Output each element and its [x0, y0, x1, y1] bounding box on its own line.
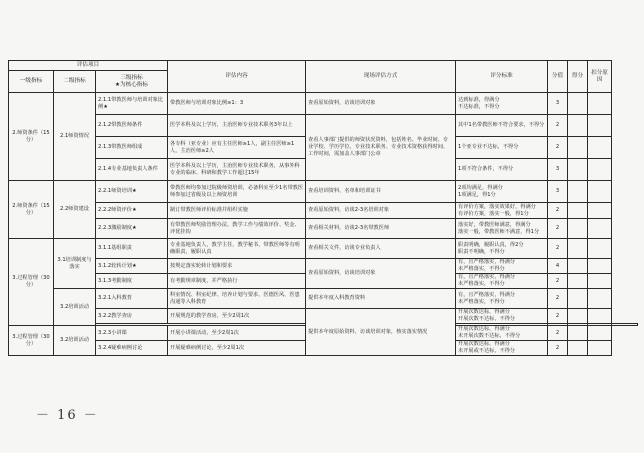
deduct-reason-cell: [588, 115, 612, 137]
level2-3-2-b: 3.2培训活动: [54, 326, 96, 356]
table-row-content: 有考勤规章制度，并严格执行: [168, 274, 306, 289]
table-row-l3: 2.1.3带教医师组成: [96, 137, 168, 159]
table-row-score: 3: [548, 93, 568, 115]
table-row-method: 查看培训资料、名单和培训证书: [306, 181, 456, 203]
table-row-score: 3: [548, 181, 568, 203]
level2-3-1: 3.1培训制度与落实: [54, 239, 96, 289]
content-2-1-3: 各专科（亚专业）应有主任医师≥1人，副主任医师≥1人，主治医师≥2人: [168, 137, 306, 159]
deduct-reason-cell: [588, 326, 612, 341]
deduct-reason-cell: [588, 341, 612, 356]
table-row-content: 开展小讲课活动，至少2周1次: [168, 326, 306, 341]
table-row-content: 有带教医师奖励管理办法，教学工作与绩效评价、奖金、评优挂钩: [168, 219, 306, 239]
table-row-l3: 3.2.3小讲课: [96, 326, 168, 341]
score-got-cell: [568, 289, 588, 309]
table-row-content: 开展规范的教学查房，至少2周1次: [168, 309, 306, 324]
table-row-l3: 3.2.1入科教育: [96, 289, 168, 309]
table-row-standard: 开展次数达标，得满分 未开展次数不达标，不得分: [456, 326, 548, 341]
score-got-cell: [568, 274, 588, 289]
table-row-score: 2: [548, 289, 568, 309]
table-row-standard: 有，且严格落实，得满分 未严格落实，不得分: [456, 259, 548, 274]
table-row-standard: 2项均满足，得满分 1项满足，得1分: [456, 181, 548, 203]
level1-teachers-2: 2.师资条件（15分）: [9, 181, 54, 239]
deduct-reason-cell: [588, 137, 612, 159]
header-score-got: 得分: [568, 61, 588, 93]
deduct-reason-cell: [588, 93, 612, 115]
table-row-standard: 落实好，带教医师满意，得满分 落实一般，带教医师不满意，得1分: [456, 219, 548, 239]
level1-teachers: 2.师资条件（15分）: [9, 93, 54, 181]
table-row-method: 提供本年度原始资料，访谈培训对象，核实落实情况: [306, 309, 456, 356]
score-got-cell: [568, 239, 588, 259]
method-2-1: 查看人事部门提供的师资状况资料，包括姓名、毕业时间、专业学校、学历学位、专业技术职务、专业技术资格获得时间、工作时间，需加盖人事部门公章: [306, 115, 456, 181]
table-row-content: 带教医师均参加过院级师资培训，必备科室至少1名带教医师参加过省级及以上师资培训: [168, 181, 306, 203]
header-score-value: 分值: [548, 61, 568, 93]
table-row-content: 制订带教医师评价标准并组织实施: [168, 203, 306, 219]
table-row-score: 3: [548, 159, 568, 181]
table-row-l3: 2.1.2带教医师条件: [96, 115, 168, 137]
table-row-standard: 职责明确，履职认真，得2分 职责不明确，不得分: [456, 239, 548, 259]
table-row-content: 医学本科及以上学历，主治医师专业技术职务3年以上: [168, 115, 306, 137]
table-row-standard: 其中1名带教医师不符合要求，不得分: [456, 115, 548, 137]
table-row-content: 开展疑难病例讨论，至少2周1次: [168, 341, 306, 356]
level2-3-2-a: 3.2培训活动: [54, 289, 96, 326]
table-row-method: 查看原始资料，访谈2-3名培训对象: [306, 203, 456, 219]
table-row-l3: 3.2.2教学查房: [96, 309, 168, 324]
score-got-cell: [568, 341, 588, 356]
table-row-content: 科室情况、科室纪律、培养计划与要求、医德医风、医患沟通等入科教育: [168, 289, 306, 309]
table-row-method: 查看原始资料，访谈培训对象: [306, 93, 456, 115]
table-row-l3: 2.1.4专业基地负责人条件: [96, 159, 168, 181]
table-row-l3: 3.2.4疑难病例讨论: [96, 341, 168, 356]
table-row-score: 2: [548, 115, 568, 137]
table-row-method: 提供本年度入科教育资料: [306, 289, 456, 309]
table-row-l3: 3.1.1基组职责: [96, 239, 168, 259]
header-level1: 一级指标: [9, 71, 54, 93]
table-row-content: 按规定落实轮转计划和要求: [168, 259, 306, 274]
table-row-score: 2: [548, 274, 568, 289]
table-row-score: 2: [548, 341, 568, 356]
table-row-standard: 有，且严格落实，得满分 未严格落实，不得分: [456, 289, 548, 309]
evaluation-table: [8, 60, 638, 356]
table-row-score: 2: [548, 239, 568, 259]
table-row-method: 查看相关材料，访谈2-3名带教医师: [306, 219, 456, 239]
deduct-reason-cell: [588, 159, 612, 181]
level2-2-2: 2.2师资建设: [54, 181, 96, 239]
deduct-reason-cell: [588, 259, 612, 274]
table-row-l3: 2.1.1带教医师与培训对象比例★: [96, 93, 168, 115]
table-row-l3: 3.1.2轮转计划★: [96, 259, 168, 274]
table-row-standard: 开展次数达标，得满分 未开展或不达标，不得分: [456, 341, 548, 356]
content-2-1-4: 医学本科及以上学历，主治医师专业技术职务，从事外科专业的临床、科研和教学工作超过15年: [168, 159, 306, 181]
score-got-cell: [568, 137, 588, 159]
standard-2-1-3: 1个亚专业不达标，不得分: [456, 137, 548, 159]
deduct-reason-cell: [588, 203, 612, 219]
table-row-score: 2: [548, 203, 568, 219]
header-level3: 三级指标 ★为核心指标: [96, 71, 168, 93]
header-deduct-reason: 扣分原因: [588, 61, 612, 93]
table-row-l3: 2.2.2师资评价★: [96, 203, 168, 219]
table-row-standard: 达到标准，得满分 不达标准，不得分: [456, 93, 548, 115]
table-row-standard: 有，且严格落实，得满分 未严格落实，不得分: [456, 274, 548, 289]
table-row-method: 查看原始资料，访谈培训对象: [306, 259, 456, 289]
table-row-score: 2: [548, 137, 568, 159]
table-row-l3: 2.2.1师资培训★: [96, 181, 168, 203]
table-row-l3: 2.2.3激励制度★: [96, 219, 168, 239]
table-row-score: 4: [548, 259, 568, 274]
table-row-score: 2: [548, 219, 568, 239]
table-row-standard: 1项不符合条件，不得分: [456, 159, 548, 181]
table-row-score: 2: [548, 326, 568, 341]
deduct-reason-cell: [588, 219, 612, 239]
spacer: [612, 324, 638, 326]
table-row-standard: 有评价方案，落实效果好，得满分 有评价方案，落实一般，得1分: [456, 203, 548, 219]
table-row-content: 带教医师与培训对象比例≥1：3: [168, 93, 306, 115]
page-number: － 16 －: [36, 408, 99, 423]
deduct-reason-cell: [588, 181, 612, 203]
table-row-method: 查看相关文件，访谈专业负责人: [306, 239, 456, 259]
level1-process-2: 3.过程管理（30分）: [9, 326, 54, 356]
header-content: 评估内容: [168, 61, 306, 93]
score-got-cell: [568, 309, 588, 324]
header-level2: 二级指标: [54, 71, 96, 93]
score-got-cell: [568, 93, 588, 115]
header-standard: 评分标准: [456, 61, 548, 93]
deduct-reason-cell: [588, 239, 612, 259]
deduct-reason-cell: [588, 289, 612, 309]
score-got-cell: [568, 115, 588, 137]
deduct-reason-cell: [588, 309, 612, 324]
deduct-reason-cell: [588, 274, 612, 289]
score-got-cell: [568, 203, 588, 219]
header-items-group: 评估项目: [9, 61, 168, 71]
table-row-l3: 3.1.3考勤制度: [96, 274, 168, 289]
table-row-content: 专业基地负责人，教学主任，教学秘书，带教医师等有明确职责，履职认真: [168, 239, 306, 259]
level1-process: 3.过程管理（30分）: [9, 239, 54, 326]
score-got-cell: [568, 219, 588, 239]
score-got-cell: [568, 326, 588, 341]
score-got-cell: [568, 159, 588, 181]
level2-2-1: 2.1师资情况: [54, 93, 96, 181]
header-method: 现场评估方式: [306, 61, 456, 93]
table-row-score: 2: [548, 309, 568, 324]
score-got-cell: [568, 259, 588, 274]
table-row-standard: 开展次数达标，得满分 开展次数不达标，不得分: [456, 309, 548, 324]
score-got-cell: [568, 181, 588, 203]
